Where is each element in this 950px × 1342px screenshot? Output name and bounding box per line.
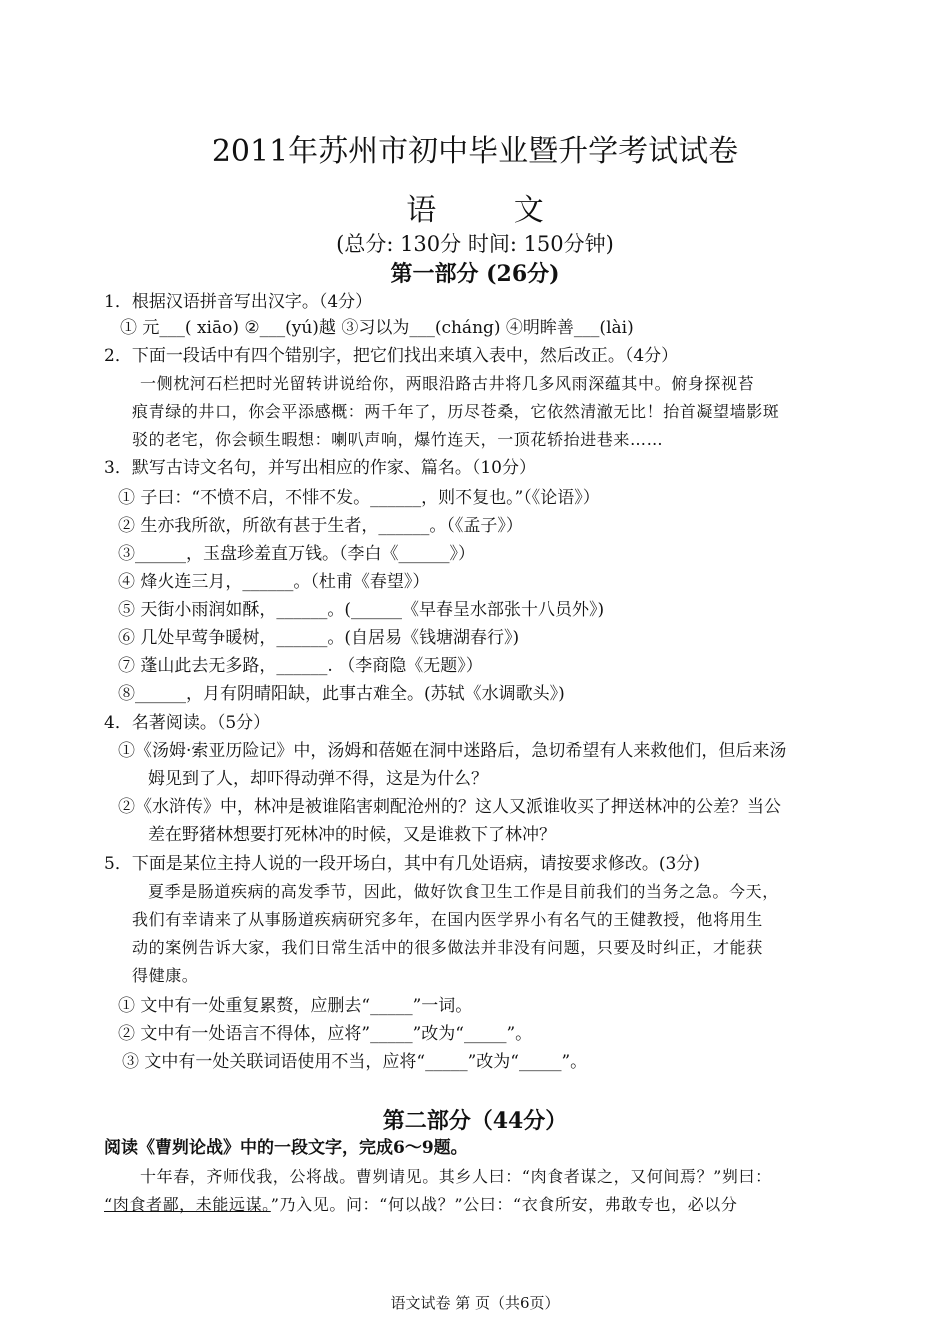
passage-line-rest: ”乃入见。问：“何以战？”公曰：“衣食所安，弗敢专也，必以分	[270, 1195, 738, 1214]
exam-meta: (总分: 130分 时间: 150分钟)	[336, 232, 614, 256]
q5-item: ② 文中有一处语言不得体，应将”_____”改为“_____”。	[118, 1024, 533, 1044]
q3-item: ⑦ 蓬山此去无多路，______. （李商隐《无题》）	[118, 656, 483, 676]
q3-item: ③______，玉盘珍羞直万钱。（李白《______》）	[118, 544, 475, 564]
exam-title: 2011年苏州市初中毕业暨升学考试试卷	[211, 134, 739, 169]
q5-line: 得健康。	[132, 966, 199, 985]
q3-item: ④ 烽火连三月，______。（杜甫《春望》）	[118, 572, 430, 592]
q3-item: ① 子曰：“不愤不启，不悱不发。______，则不复也。”（《论语》）	[118, 488, 600, 508]
q1-stem: 1．根据汉语拼音写出汉字。（4分）	[104, 292, 373, 312]
q4-line: ①《汤姆·索亚历险记》中，汤姆和蓓姬在洞中迷路后，急切希望有人来救他们，但后来汤	[118, 741, 787, 761]
q4-stem: 4．名著阅读。（5分）	[104, 713, 271, 733]
q2-line: 痕青绿的井口，你会平添感概：两千年了，历尽苍桑，它依然清澈无比！抬首凝望墙影斑	[132, 402, 780, 421]
q3-item: ② 生亦我所欲，所欲有甚于生者，______。（《孟子》）	[118, 516, 523, 536]
q3-item: ⑥ 几处早莺争暖树，______。(自居易《钱塘湖春行》)	[118, 628, 520, 648]
q5-line: 我们有幸请来了从事肠道疾病研究多年，在国内医学界小有名气的王健教授，他将用生	[132, 910, 763, 929]
subject-title: 语 文	[406, 193, 578, 228]
q3-item: ⑧______，月有阴晴阳缺，此事古难全。(苏轼《水调歌头》)	[118, 684, 565, 704]
q4-line: 姆见到了人，却吓得动弹不得，这是为什么？	[148, 769, 488, 789]
q4-line: 差在野猪林想要打死林冲的时候，又是谁救下了林冲？	[148, 825, 556, 845]
q2-stem: 2．下面一段话中有四个错别字，把它们找出来填入表中，然后改正。（4分）	[104, 346, 679, 366]
q3-stem: 3．默写古诗文名句，并写出相应的作家、篇名。（10分）	[104, 458, 536, 478]
q2-line: 驳的老宅，你会顿生暇想：喇叭声响，爆竹连天，一顶花轿抬进巷来……	[132, 430, 664, 449]
q3-item: ⑤ 天街小雨润如酥，______。(______《早春呈水部张十八员外》)	[118, 600, 605, 620]
q5-line: 夏季是肠道疾病的高发季节，因此，做好饮食卫生工作是目前我们的当务之急。今天，	[148, 882, 779, 901]
q2-line: 一侧枕河石栏把时光留转讲说给你，两眼沿路古井将几多风雨深蕴其中。俯身探视苔	[140, 374, 755, 393]
page-footer: 语文试卷 第 页（共6页）	[390, 1294, 560, 1312]
q5-stem: 5．下面是某位主持人说的一段开场白，其中有几处语病，请按要求修改。(3分)	[104, 854, 700, 874]
part2-intro: 阅读《曹刿论战》中的一段文字，完成6～9题。	[104, 1138, 468, 1158]
q4-line: ②《水浒传》中，林冲是被谁陷害刺配沧州的？这人又派谁收买了押送林冲的公差？当公	[118, 797, 781, 817]
part1-heading: 第一部分 (26分)	[390, 261, 560, 287]
q5-line: 动的案例告诉大家，我们日常生活中的很多做法并非没有问题，只要及时纠正，才能获	[132, 938, 763, 957]
q5-item: ① 文中有一处重复累赘，应删去“_____”一词。	[118, 996, 473, 1016]
passage-line: 十年春，齐师伐我，公将战。曹刿请见。其乡人曰：“肉食者谋之，又何间焉？”刿曰：	[140, 1167, 772, 1186]
passage-line	[104, 1194, 738, 1216]
q5-item: ③ 文中有一处关联词语使用不当，应将“_____”改为“_____”。	[122, 1052, 588, 1072]
part2-heading: 第二部分（44分）	[382, 1108, 568, 1134]
q1-items: ① 元___( xiāo) ②___(yú)越 ③习以为___(cháng) ④明眸善___(lài)	[120, 318, 634, 338]
underlined-sentence: “肉食者鄙，未能远谋。	[104, 1195, 271, 1214]
